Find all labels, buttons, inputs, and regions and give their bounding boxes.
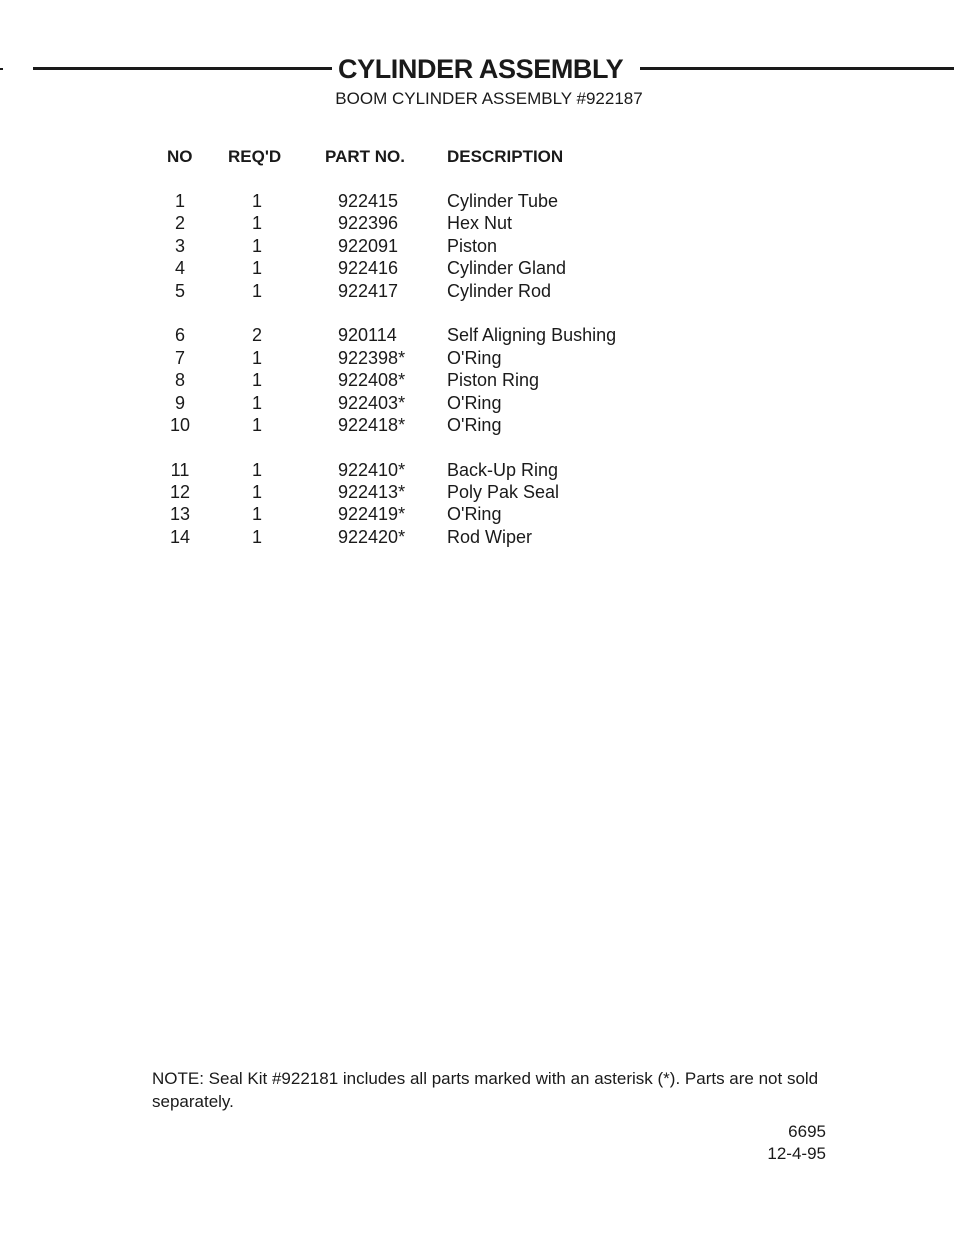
column-header-description: DESCRIPTION xyxy=(447,147,564,166)
part-quantity: 1 xyxy=(251,280,262,301)
part-row xyxy=(0,257,954,279)
part-quantity: 2 xyxy=(251,325,262,346)
part-description: Piston Ring xyxy=(447,370,540,391)
part-number-index: 3 xyxy=(174,235,185,256)
page-subtitle: BOOM CYLINDER ASSEMBLY #922187 xyxy=(335,89,643,108)
part-quantity: 1 xyxy=(251,347,262,368)
part-description: O'Ring xyxy=(447,414,502,435)
part-quantity: 1 xyxy=(251,235,262,256)
part-description: Cylinder Rod xyxy=(447,280,552,301)
part-row xyxy=(0,235,954,257)
part-quantity: 1 xyxy=(251,191,262,211)
part-number-index: 8 xyxy=(174,370,185,391)
part-number-index: 10 xyxy=(169,414,191,435)
part-number: 922416 xyxy=(338,258,399,279)
part-quantity: 1 xyxy=(251,213,262,234)
parts-group xyxy=(0,324,954,436)
part-number-index: 14 xyxy=(169,526,191,547)
part-number-index: 1 xyxy=(174,191,185,211)
part-description: Cylinder Tube xyxy=(447,191,559,211)
part-number-index: 11 xyxy=(170,459,190,480)
part-number-index: 13 xyxy=(169,504,191,525)
part-number: 922403* xyxy=(338,392,406,413)
part-number: 922396 xyxy=(338,213,399,234)
part-description: Cylinder Gland xyxy=(447,258,567,279)
part-number: 922091 xyxy=(338,235,399,256)
part-description: Back-Up Ring xyxy=(447,459,559,480)
part-quantity: 1 xyxy=(251,370,262,391)
part-row xyxy=(0,392,954,414)
part-number: 922417 xyxy=(338,280,399,301)
part-row xyxy=(0,347,954,369)
title-rule-right xyxy=(640,67,954,70)
part-quantity: 1 xyxy=(251,482,262,503)
part-number: 920114 xyxy=(338,325,397,346)
parts-group xyxy=(0,190,954,302)
part-row xyxy=(0,190,954,212)
part-number-index: 9 xyxy=(174,392,185,413)
part-number-index: 5 xyxy=(174,280,185,301)
part-quantity: 1 xyxy=(251,459,262,480)
part-number: 922420* xyxy=(338,526,406,547)
part-number: 922413* xyxy=(338,482,406,503)
part-description: O'Ring xyxy=(447,392,502,413)
part-number-index: 2 xyxy=(174,213,185,234)
column-header-no: NO xyxy=(167,147,193,166)
column-header-reqd: REQ'D xyxy=(228,147,282,166)
part-description: Poly Pak Seal xyxy=(447,482,560,503)
part-number-index: 12 xyxy=(169,482,191,503)
part-description: Rod Wiper xyxy=(447,526,533,547)
part-row xyxy=(0,481,954,503)
part-quantity: 1 xyxy=(251,504,262,525)
part-description: Hex Nut xyxy=(447,213,513,234)
part-description: O'Ring xyxy=(447,504,502,525)
part-description: Self Aligning Bushing xyxy=(447,325,617,346)
part-quantity: 1 xyxy=(251,414,262,435)
part-description: O'Ring xyxy=(447,347,502,368)
part-row xyxy=(0,414,954,436)
column-header-part-no: PART NO. xyxy=(325,147,405,166)
part-row xyxy=(0,212,954,234)
part-number-index: 6 xyxy=(174,325,185,346)
part-row xyxy=(0,503,954,525)
part-quantity: 1 xyxy=(251,392,262,413)
seal-kit-note: NOTE: Seal Kit #922181 includes all parts marked with an asterisk (*). Parts are not sold separately. xyxy=(152,1069,819,1111)
part-row xyxy=(0,324,954,346)
part-quantity: 1 xyxy=(251,526,262,547)
part-number: 922408* xyxy=(338,370,406,391)
page-title: CYLINDER ASSEMBLY xyxy=(338,54,624,84)
part-number: 922398* xyxy=(338,347,406,368)
part-number: 922415 xyxy=(338,191,399,211)
part-row xyxy=(0,369,954,391)
part-number: 922419* xyxy=(338,504,406,525)
document-date: 12-4-95 xyxy=(767,1144,826,1163)
part-row xyxy=(0,526,954,548)
part-quantity: 1 xyxy=(251,258,262,279)
margin-mark xyxy=(0,68,3,70)
parts-group xyxy=(0,459,954,549)
part-number: 922418* xyxy=(338,414,406,435)
part-number: 922410* xyxy=(338,459,406,480)
part-row xyxy=(0,459,954,481)
document-number: 6695 xyxy=(788,1122,826,1141)
parts-list xyxy=(0,190,954,571)
part-description: Piston xyxy=(447,235,498,256)
title-rule-left xyxy=(33,67,332,70)
part-number-index: 4 xyxy=(174,258,185,279)
part-row xyxy=(0,280,954,302)
part-number-index: 7 xyxy=(174,347,185,368)
